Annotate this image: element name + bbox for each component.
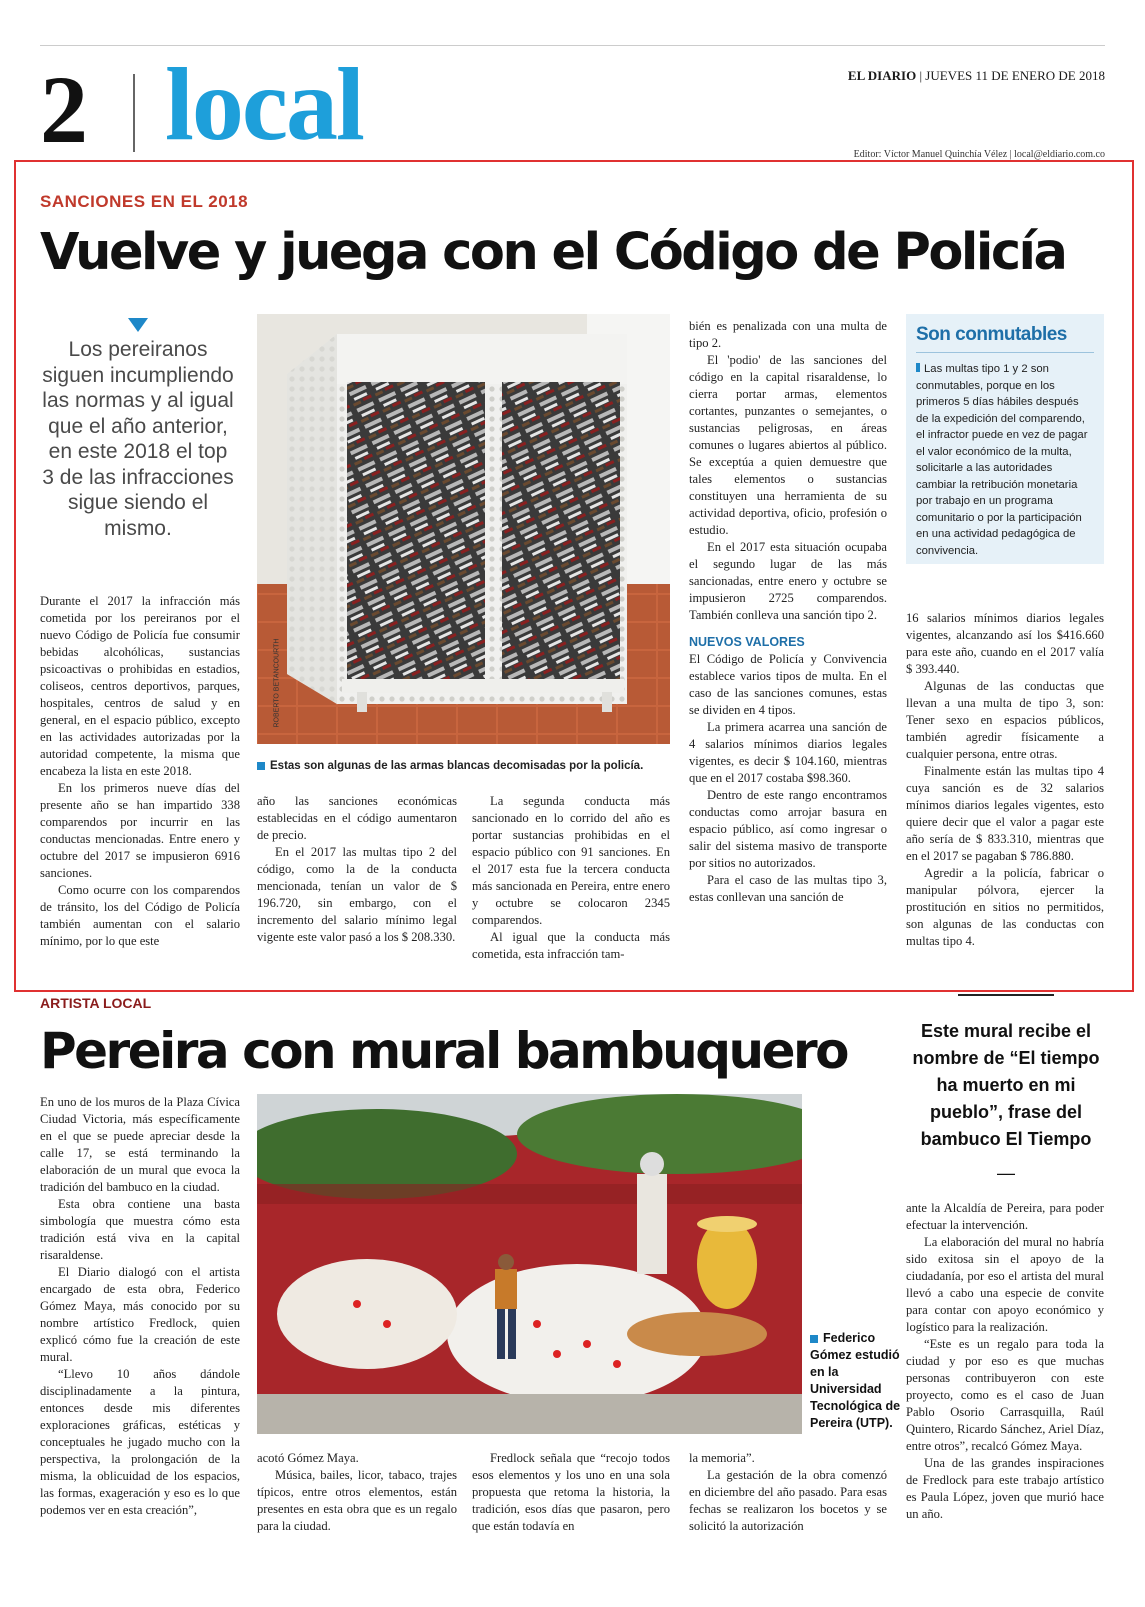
article1-column-4 <box>689 318 887 906</box>
masthead-name: EL DIARIO <box>847 68 917 83</box>
paragraph: “Este es un regalo para toda la ciudad y por eso es que muchas personas contribuyeron con este proyecto, como es el caso de Juan Pablo Osorio Carrasquilla, Raúl Quintero, Ricardo Sánchez, Ariel Díaz, entre otros”, recalcó Gómez Maya. <box>906 1337 1104 1453</box>
paragraph: La primera acarrea una sanción de 4 salarios mínimos diarios legales vigentes, es decir $ 104.160, mientras que en el 2017 costaba $98.360. <box>689 720 887 785</box>
sidebar-title: Son conmutables <box>916 324 1094 353</box>
paragraph: Dentro de este rango encontramos conductas como arrojar basura en espacio público, así como ingresar o salir del sistema masivo de transporte por sitios no autorizados. <box>689 788 887 870</box>
sidebar-son-conmutables <box>906 314 1104 564</box>
paragraph: La elaboración del mural no habría sido exitosa sin el apoyo de la ciudadanía, por eso el artista del mural llevó a cabo una especie de convite para contar con apoyo económico y logístico para la realización. <box>906 1235 1104 1334</box>
paragraph: la memoria”. <box>689 1451 755 1465</box>
paragraph: En los primeros nueve días del presente año se han impartido 338 comparendos por incurrir en las conductas mencionadas. Entre enero y octubre del 2017 se impusieron 6916 sanciones. <box>40 781 240 880</box>
article2-column-4 <box>689 1450 887 1535</box>
paragraph: acotó Gómez Maya. <box>257 1451 359 1465</box>
article2-column-1 <box>40 1094 240 1519</box>
article1-column-2 <box>257 793 457 946</box>
article2-headline: Pereira con mural bambuquero <box>40 1022 848 1080</box>
paragraph: La gestación de la obra comenzó en diciembre del año pasado. Para esas fechas se realizaron los bocetos y se solicitó la autorización <box>689 1468 887 1533</box>
paragraph: Para el caso de las multas tipo 3, estas conllevan una sanción de <box>689 873 887 904</box>
article1-caption <box>257 760 643 772</box>
paragraph: Una de las grandes inspiraciones de Fredlock para este trabajo artístico es Paula López, joven que murió hace un año. <box>906 1456 1104 1521</box>
knives-photo-illustration <box>257 314 670 744</box>
masthead-separator: | <box>919 68 923 83</box>
paragraph: ante la Alcaldía de Pereira, para poder efectuar la intervención. <box>906 1201 1104 1232</box>
quote-rule <box>958 994 1054 996</box>
paragraph: En uno de los muros de la Plaza Cívica Ciudad Victoria, más específicamente en el que se puede apreciar desde la calle 17, se está terminando la elaboración de un mural que evoca la tradición del bambuco en la ciudad. <box>40 1095 240 1194</box>
article2-kicker: ARTISTA LOCAL <box>40 995 152 1011</box>
quote-dash: — <box>997 1163 1015 1183</box>
bullet-marker-icon <box>916 363 920 372</box>
subhead-nuevos-valores: NUEVOS VALORES <box>689 635 805 649</box>
article2-column-2 <box>257 1450 457 1535</box>
article2-photo-caption-text: Federico Gómez estudió en la Universidad Tecnológica de Pereira (UTP). <box>810 1331 901 1430</box>
paragraph: Durante el 2017 la infracción más cometida por los pereiranos por el nuevo Código de Policía fue consumir bebidas alcohólicas, sustancias psicoactivas o prohibidas en estadios, coliseos, centros deportivos, parques, hospitales, centros de salud y en general, en el espacio público, excepto en las actividades autorizadas por la autoridad competente, la misma que encabeza la lista en este 2018. <box>40 594 240 778</box>
paragraph: Fredlock señala que “recojo todos esos elementos y los uno en una sola propuesta que retoma la historia, la tradición, esos días que pasaron, pero que están todavía en <box>472 1451 670 1533</box>
paragraph: El Código de Policía y Convivencia establece varios tipos de multa. En el caso de las sanciones comunes, estas se dividen en 4 tipos. <box>689 652 887 717</box>
sidebar-text: Las multas tipo 1 y 2 son conmutables, porque en los primeros 5 días hábiles después de la expedición del comparendo, el infractor puede en vez de pagar el valor económico de la multa, solicitarle a las autoridades cambiar la retribución monetaria por trabajo en un programa comunitario o por la participación en una actividad pedagógica de convivencia. <box>916 363 1088 557</box>
sidebar-text-wrap <box>916 361 1094 559</box>
paragraph: “Llevo 10 años dándole disciplinadamente a la pintura, entonces desde mis diferentes exploraciones gráficas, estéticas y conceptuales he jugado mucho con la perspectiva, la prolongación de la misma, la oblicuidad de los espacios, las formas, exageración y eso es lo que podemos ver en esta creación”, <box>40 1367 240 1517</box>
paragraph: Agredir a la policía, fabricar o manipular pólvora, ejercer la prostitución en sitios no permitidos, son algunas de las conductas con multas tipo 4. <box>906 866 1104 948</box>
masthead <box>848 68 1105 84</box>
paragraph: Algunas de las conductas que llevan a una multa de tipo 3, son: Tener sexo en espacios públicos, también agredir físicamente a cualquier persona, entre otras. <box>906 679 1104 761</box>
paragraph: Al igual que la conducta más cometida, esta infracción tam- <box>472 930 670 961</box>
article2-column-3 <box>472 1450 670 1535</box>
header-divider <box>133 74 135 152</box>
article1-pullquote: Los pereiranos siguen incumpliendo las normas y al igual que el año anterior, en este 2018 el top 3 de las infracciones sigue siendo el mismo. <box>42 338 234 540</box>
paragraph: Finalmente están las multas tipo 4 cuya sanción es de 32 salarios mínimos diarios legales vigentes, esto quiere decir que el valor a pagar este año sería de $ 833.310, mientras que en el 2017 se pagaban $ 786.880. <box>906 764 1104 863</box>
paragraph: Como ocurre con los comparendos de tránsito, los del Código de Policía también aumentan con el salario mínimo, por lo que este <box>40 883 240 948</box>
article2-photo-caption <box>810 1330 904 1432</box>
article1-column-3 <box>472 793 670 963</box>
section-title: local <box>165 47 363 162</box>
paragraph: El 'podio' de las sanciones del código en la capital risaraldense, lo cierra portar armas, elementos cortantes, punzantes o semejantes, o sustancias peligrosas, en áreas comunes o lugares abiertos al público. Se exceptúa a quien demuestre que tales elementos o sustancias constituyen una herramienta de su actividad deportiva, oficio, profesión o estudio. <box>689 353 887 537</box>
caption-square-icon <box>257 762 265 770</box>
editor-credit: Editor: Víctor Manuel Quinchía Vélez | local@eldiario.com.co <box>853 149 1105 160</box>
paragraph: En el 2017 esta situación ocupaba el segundo lugar de las más sancionadas, entre enero y octubre se impusieron 2725 comparendos. También conlleva una sanción tipo 2. <box>689 540 887 622</box>
page-number: 2 <box>40 56 88 163</box>
paragraph: año las sanciones económicas establecidas en el código aumentaron de precio. <box>257 794 457 842</box>
caption-square-icon <box>810 1335 818 1343</box>
masthead-date: JUEVES 11 DE ENERO DE 2018 <box>925 68 1105 83</box>
top-rule <box>40 45 1105 46</box>
paragraph: 16 salarios mínimos diarios legales vigentes, alcanzando así los $416.660 para este año, cuando en el 2017 valía $ 393.440. <box>906 611 1104 676</box>
paragraph: La segunda conducta más sancionado en lo corrido del año es portar sustancias prohibidas en el espacio público con 91 sanciones. En el 2017 esta fue la tercera conducta más sancionada en Pereira, entre enero y octubre se colocaron 2345 comparendos. <box>472 794 670 927</box>
paragraph: bién es penalizada con una multa de tipo 2. <box>689 319 887 350</box>
article1-caption-text: Estas son algunas de las armas blancas decomisadas por la policía. <box>270 760 644 772</box>
article1-headline: Vuelve y juega con el Código de Policía <box>40 223 1066 282</box>
photo-credit: ROBERTO BETANCOURTH <box>273 638 281 728</box>
mural-photo <box>257 1094 802 1434</box>
article1-column-1 <box>40 593 240 950</box>
article2-column-5 <box>906 1200 1104 1523</box>
paragraph: El Diario dialogó con el artista encargado de esta obra, Federico Gómez Maya, más conocido por su nombre artístico Fredlock, quien explicó cómo fue la creación de este mural. <box>40 1265 240 1364</box>
triangle-marker-icon <box>128 318 148 332</box>
paragraph: En el 2017 las multas tipo 2 del código, como la de la conducta mencionada, tenían un valor de $ 196.720, sin embargo, con el incremento del salario mínimo legal vigente este valor pasó a los $ 208.330. <box>257 845 457 944</box>
article1-kicker: SANCIONES EN EL 2018 <box>40 192 249 211</box>
paragraph: Música, bailes, licor, tabaco, trajes típicos, entre otros elementos, están presentes en esta obra que es un regalo para la ciudad. <box>257 1468 457 1533</box>
paragraph: Esta obra contiene una basta simbología que muestra cómo esta tradición está viva en la capital risaraldense. <box>40 1197 240 1262</box>
knives-photo <box>257 314 670 744</box>
mural-photo-illustration <box>257 1094 802 1434</box>
article1-column-5 <box>906 610 1104 950</box>
article2-quote: Este mural recibe el nombre de “El tiempo ha muerto en mi pueblo”, frase del bambuco El Tiempo <box>912 1021 1100 1149</box>
